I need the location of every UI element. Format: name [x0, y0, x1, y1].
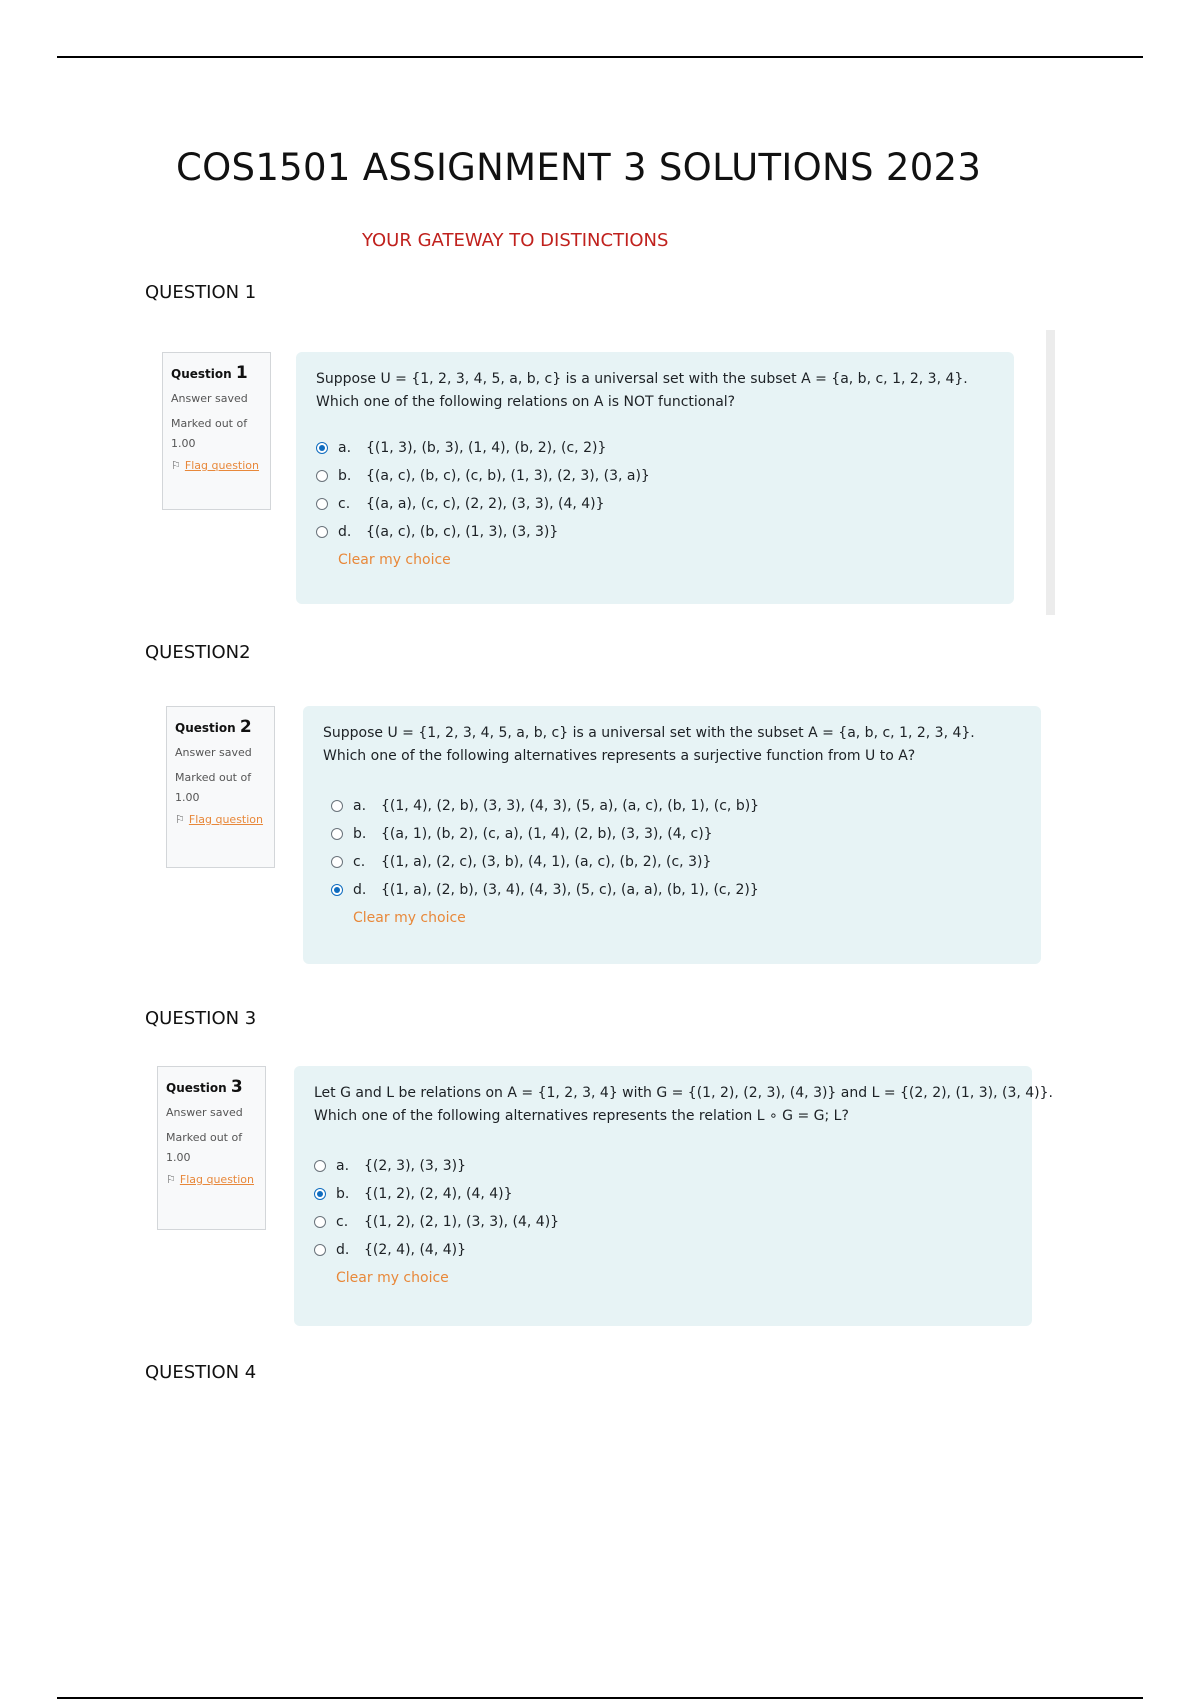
flag-question-link[interactable]: ⚐ Flag question	[171, 456, 262, 476]
grade: Marked out of 1.00	[166, 1131, 243, 1164]
clear-my-choice-link[interactable]: Clear my choice	[338, 552, 451, 568]
flag-icon: ⚐	[175, 813, 185, 826]
clear-my-choice-link[interactable]: Clear my choice	[353, 910, 466, 926]
question-number: Question 1	[171, 363, 248, 383]
answer-option-d[interactable]	[316, 518, 994, 546]
question-4-heading: QUESTION 4	[145, 1362, 257, 1383]
option-value: {(1, 3), (b, 3), (1, 4), (b, 2), (c, 2)}	[366, 440, 607, 456]
answer-state: Answer saved	[171, 392, 248, 405]
option-value: {(1, 4), (2, b), (3, 3), (4, 3), (5, a), (a, c), (b, 1), (c, b)}	[381, 798, 760, 814]
answer-option-a[interactable]	[331, 792, 1021, 820]
radio-button[interactable]	[314, 1216, 326, 1228]
option-value: {(1, a), (2, c), (3, b), (4, 1), (a, c), (b, 2), (c, 3)}	[381, 854, 712, 870]
question-3-heading: QUESTION 3	[145, 1008, 257, 1029]
radio-button[interactable]	[316, 498, 328, 510]
option-value: {(a, a), (c, c), (2, 2), (3, 3), (4, 4)}	[366, 496, 605, 512]
clear-my-choice-link[interactable]: Clear my choice	[336, 1270, 449, 1286]
option-letter: a.	[338, 440, 352, 456]
option-value: {(2, 4), (4, 4)}	[364, 1242, 466, 1258]
bottom-rule	[57, 1697, 1143, 1699]
radio-button[interactable]	[314, 1244, 326, 1256]
option-letter: a.	[353, 798, 367, 814]
option-letter: c.	[338, 496, 351, 512]
answer-option-b[interactable]	[314, 1180, 1012, 1208]
question-text-line: Suppose U = {1, 2, 3, 4, 5, a, b, c} is a universal set with the subset A = {a, b, c, 1, 2, 3, 4}.	[316, 371, 968, 387]
radio-button[interactable]	[314, 1160, 326, 1172]
option-letter: d.	[338, 524, 352, 540]
grade: Marked out of 1.00	[175, 771, 252, 804]
option-letter: b.	[353, 826, 367, 842]
option-letter: a.	[336, 1158, 350, 1174]
grade: Marked out of 1.00	[171, 417, 248, 450]
radio-button[interactable]	[316, 442, 328, 454]
option-value: {(2, 3), (3, 3)}	[364, 1158, 466, 1174]
option-value: {(a, c), (b, c), (c, b), (1, 3), (2, 3), (3, a)}	[366, 468, 650, 484]
option-letter: c.	[336, 1214, 349, 1230]
option-letter: d.	[336, 1242, 350, 1258]
radio-button[interactable]	[316, 470, 328, 482]
radio-button[interactable]	[331, 828, 343, 840]
option-letter: c.	[353, 854, 366, 870]
answer-options	[331, 792, 1021, 904]
flag-question-link[interactable]: ⚐ Flag question	[166, 1170, 257, 1190]
question-2-heading: QUESTION2	[145, 642, 251, 663]
question-3-info	[157, 1066, 266, 1230]
answer-option-b[interactable]	[331, 820, 1021, 848]
flag-icon: ⚐	[171, 459, 181, 472]
question-1-panel	[296, 352, 1014, 604]
question-1-heading: QUESTION 1	[145, 282, 257, 303]
answer-option-c[interactable]	[314, 1208, 1012, 1236]
question-text-line: Which one of the following relations on A is NOT functional?	[316, 394, 736, 410]
question-number: Question 2	[175, 717, 252, 737]
question-text-line: Suppose U = {1, 2, 3, 4, 5, a, b, c} is a universal set with the subset A = {a, b, c, 1, 2, 3, 4}.	[323, 725, 975, 741]
option-letter: b.	[336, 1186, 350, 1202]
option-value: {(1, 2), (2, 4), (4, 4)}	[364, 1186, 513, 1202]
option-letter: d.	[353, 882, 367, 898]
radio-button[interactable]	[331, 856, 343, 868]
document-subtitle: YOUR GATEWAY TO DISTINCTIONS	[362, 230, 669, 251]
answer-option-d[interactable]	[314, 1236, 1012, 1264]
answer-option-a[interactable]	[316, 434, 994, 462]
answer-option-d[interactable]	[331, 876, 1021, 904]
radio-button[interactable]	[331, 884, 343, 896]
radio-button[interactable]	[331, 800, 343, 812]
question-text-line: Which one of the following alternatives represents a surjective function from U to A?	[323, 748, 916, 764]
radio-button[interactable]	[316, 526, 328, 538]
answer-option-b[interactable]	[316, 462, 994, 490]
question-number: Question 3	[166, 1077, 243, 1097]
flag-question-link[interactable]: ⚐ Flag question	[175, 810, 266, 830]
scrollbar[interactable]	[1046, 330, 1055, 615]
answer-options	[314, 1152, 1012, 1264]
answer-option-a[interactable]	[314, 1152, 1012, 1180]
radio-button[interactable]	[314, 1188, 326, 1200]
document-title: COS1501 ASSIGNMENT 3 SOLUTIONS 2023	[176, 146, 982, 189]
answer-state: Answer saved	[166, 1106, 243, 1119]
question-1-info	[162, 352, 271, 510]
answer-state: Answer saved	[175, 746, 252, 759]
option-value: {(a, c), (b, c), (1, 3), (3, 3)}	[366, 524, 559, 540]
top-rule	[57, 56, 1143, 58]
answer-option-c[interactable]	[331, 848, 1021, 876]
question-3-panel	[294, 1066, 1053, 1326]
option-value: {(a, 1), (b, 2), (c, a), (1, 4), (2, b), (3, 3), (4, c)}	[381, 826, 713, 842]
option-value: {(1, 2), (2, 1), (3, 3), (4, 4)}	[364, 1214, 560, 1230]
answer-option-c[interactable]	[316, 490, 994, 518]
question-2-info	[166, 706, 275, 868]
question-2-panel	[303, 706, 1041, 964]
option-letter: b.	[338, 468, 352, 484]
question-text-line: Let G and L be relations on A = {1, 2, 3, 4} with G = {(1, 2), (2, 3), (4, 3)} and L = {(2, 2), (1, 3), (3, 4)}.	[314, 1085, 1053, 1101]
answer-options	[316, 434, 994, 546]
option-value: {(1, a), (2, b), (3, 4), (4, 3), (5, c), (a, a), (b, 1), (c, 2)}	[381, 882, 759, 898]
flag-icon: ⚐	[166, 1173, 176, 1186]
question-text-line: Which one of the following alternatives represents the relation L ∘ G = G; L?	[314, 1108, 849, 1124]
